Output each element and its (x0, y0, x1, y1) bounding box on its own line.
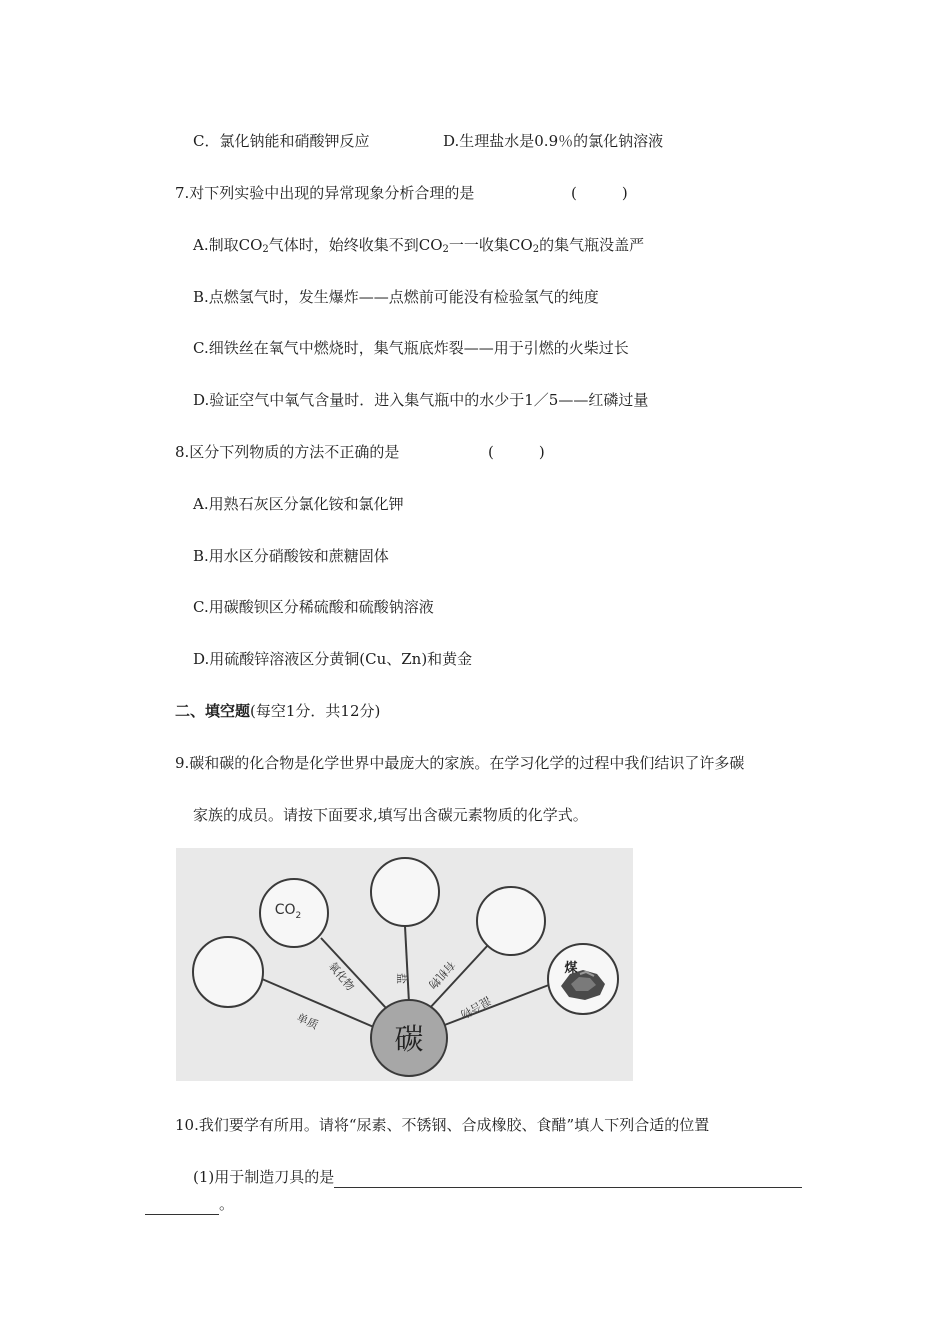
q8-stem: 8.区分下列物质的方法不正确的是 (175, 443, 400, 461)
answer-blank-continued[interactable] (145, 1198, 219, 1215)
q10-item-1 (193, 1166, 802, 1188)
q10-stem: 10.我们要学有所用。请将“尿素、不锈钢、合成橡胶、食醋”填人下列合适的位置 (175, 1116, 710, 1134)
label-organic: 有机物 (425, 957, 458, 992)
co2-label: $CO_2$ (274, 902, 302, 921)
q7-answer-paren: ( ) (571, 184, 628, 202)
q10-item-1-text: (1)用于制造刀具的是 (193, 1168, 335, 1186)
q9-line-2: 家族的成员。请按下面要求,填写出含碳元素物质的化学式。 (193, 806, 588, 824)
q10-item-1-end: 。 (219, 1195, 235, 1213)
q7-option-a: A.制取$CO_2$气体时，始终收集不到$CO_2$一一收集$CO_2$的集气瓶没盖严 (193, 236, 645, 255)
answer-blank[interactable] (334, 1171, 802, 1188)
q8-answer-paren: ( ) (488, 443, 545, 461)
section-heading (175, 700, 380, 722)
label-danzhi: 单质 (294, 1010, 321, 1033)
q9-line-1: 9.碳和碳的化合物是化学世界中最庞大的家族。在学习化学的过程中我们结识了许多碳 (175, 754, 745, 772)
q6-option-c: C．氯化钠能和硝酸钾反应 (193, 132, 370, 150)
circle-organic-answer (477, 887, 545, 955)
label-mixture: 混合物 (457, 993, 493, 1022)
carbon-family-diagram (176, 848, 633, 1081)
q8-option-d: D.用硫酸锌溶液区分黄铜(Cu、Zn)和黄金 (193, 650, 473, 668)
section-note: (每空1分．共12分) (250, 702, 381, 720)
q7-stem: 7.对下列实验中出现的异常现象分析合理的是 (175, 184, 475, 202)
q8-option-c: C.用碳酸钡区分稀硫酸和硫酸钠溶液 (193, 598, 434, 616)
q7-option-b: B.点燃氢气时，发生爆炸——点燃前可能没有检验氢气的纯度 (193, 288, 599, 306)
label-salt: 盐 (395, 973, 408, 984)
q6-option-d: D.生理盐水是0.9％的氯化钠溶液 (443, 132, 664, 150)
center-carbon-label: 碳 (394, 1022, 424, 1056)
q7-option-d: D.验证空气中氧气含量时．进入集气瓶中的水少于1／5——红磷过量 (193, 391, 649, 409)
section-title: 二、填空题 (175, 702, 251, 720)
q7-option-c: C.细铁丝在氧气中燃烧时，集气瓶底炸裂——用于引燃的火柴过长 (193, 339, 629, 357)
circle-danzhi-answer (193, 937, 263, 1007)
circle-salt-answer (371, 858, 439, 926)
q8-option-b: B.用水区分硝酸铵和蔗糖固体 (193, 547, 389, 565)
q8-option-a: A.用熟石灰区分氯化铵和氯化钾 (193, 495, 404, 513)
q10-item-1-continued (145, 1193, 234, 1215)
label-oxide: 氧化物 (325, 959, 357, 994)
coal-label: 煤 (564, 961, 578, 976)
